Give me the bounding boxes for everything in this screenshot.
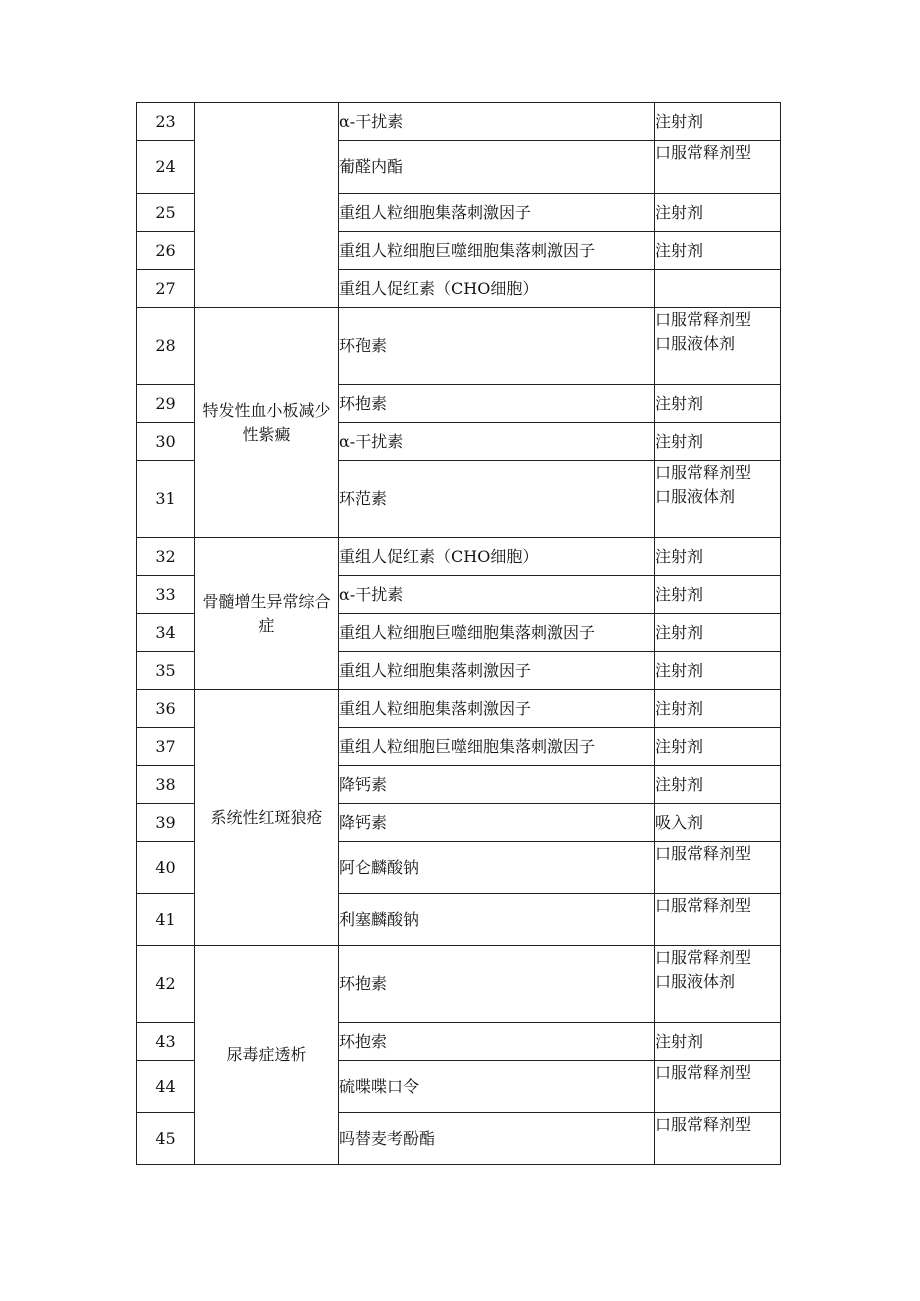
dosage-form-cell bbox=[655, 728, 781, 766]
drug-name: 重组人粒细胞集落刺激因子 bbox=[339, 690, 655, 728]
drug-name: 重组人粒细胞巨噬细胞集落刺激因子 bbox=[339, 728, 655, 766]
dosage-form-cell bbox=[655, 423, 781, 461]
dosage-form-cell bbox=[655, 538, 781, 576]
dosage-form-cell bbox=[655, 141, 781, 194]
disease-cell: 骨髓增生异常综合症 bbox=[195, 538, 339, 690]
row-number: 29 bbox=[137, 385, 195, 423]
row-number: 39 bbox=[137, 804, 195, 842]
dosage-form-cell bbox=[655, 652, 781, 690]
dosage-form: 口服常释剂型 bbox=[655, 1115, 752, 1134]
disease-cell: 系统性红斑狼疮 bbox=[195, 690, 339, 946]
table-row bbox=[137, 690, 781, 728]
row-number: 45 bbox=[137, 1113, 195, 1165]
drug-name: 重组人促红素（CHO细胞） bbox=[339, 538, 655, 576]
dosage-form: 吸入剂 bbox=[655, 812, 704, 832]
dosage-form-cell bbox=[655, 614, 781, 652]
dosage-form: 注射剂 bbox=[655, 393, 704, 413]
dosage-form-cell bbox=[655, 194, 781, 232]
drug-name: 吗替麦考酚酯 bbox=[339, 1113, 655, 1165]
dosage-form-cell bbox=[655, 270, 781, 308]
dosage-form: 口服常释剂型 bbox=[655, 1063, 752, 1082]
dosage-form: 注射剂 bbox=[655, 431, 704, 451]
drug-name: α-干扰素 bbox=[339, 103, 655, 141]
drug-name: 降钙素 bbox=[339, 766, 655, 804]
drug-name: 环孢素 bbox=[339, 308, 655, 385]
dosage-form: 注射剂 bbox=[655, 1031, 704, 1051]
drug-name: 环抱素 bbox=[339, 385, 655, 423]
dosage-form: 口服液体剂 bbox=[655, 487, 736, 506]
drug-name: 重组人粒细胞巨噬细胞集落刺激因子 bbox=[339, 232, 655, 270]
disease-cell: 尿毒症透析 bbox=[195, 946, 339, 1165]
dosage-form: 注射剂 bbox=[655, 546, 704, 566]
dosage-form-cell bbox=[655, 461, 781, 538]
drug-name: 重组人粒细胞巨噬细胞集落刺激因子 bbox=[339, 614, 655, 652]
dosage-form-cell bbox=[655, 103, 781, 141]
row-number: 43 bbox=[137, 1023, 195, 1061]
drug-name: 环抱素 bbox=[339, 946, 655, 1023]
drug-name: α-干扰素 bbox=[339, 423, 655, 461]
drug-name: 重组人粒细胞集落刺激因子 bbox=[339, 194, 655, 232]
drug-name: 葡醛内酯 bbox=[339, 141, 655, 194]
row-number: 24 bbox=[137, 141, 195, 194]
row-number: 40 bbox=[137, 842, 195, 894]
disease-cell bbox=[195, 103, 339, 308]
drug-table bbox=[136, 102, 781, 1165]
dosage-form-cell bbox=[655, 1113, 781, 1165]
dosage-form: 口服常释剂型 bbox=[655, 143, 752, 162]
drug-name: 重组人粒细胞集落刺激因子 bbox=[339, 652, 655, 690]
dosage-form-cell bbox=[655, 576, 781, 614]
dosage-form: 注射剂 bbox=[655, 584, 704, 604]
row-number: 30 bbox=[137, 423, 195, 461]
dosage-form: 口服液体剂 bbox=[655, 334, 736, 353]
row-number: 33 bbox=[137, 576, 195, 614]
drug-name: 环范素 bbox=[339, 461, 655, 538]
dosage-form-cell bbox=[655, 804, 781, 842]
dosage-form: 注射剂 bbox=[655, 240, 704, 260]
dosage-form: 注射剂 bbox=[655, 202, 704, 222]
row-number: 41 bbox=[137, 894, 195, 946]
row-number: 35 bbox=[137, 652, 195, 690]
drug-name: α-干扰素 bbox=[339, 576, 655, 614]
dosage-form: 口服常释剂型 bbox=[655, 896, 752, 915]
drug-name: 阿仑麟酸钠 bbox=[339, 842, 655, 894]
dosage-form-cell bbox=[655, 1023, 781, 1061]
dosage-form-cell bbox=[655, 842, 781, 894]
dosage-form-cell bbox=[655, 894, 781, 946]
dosage-form: 注射剂 bbox=[655, 698, 704, 718]
dosage-form-cell bbox=[655, 946, 781, 1023]
row-number: 36 bbox=[137, 690, 195, 728]
dosage-form: 口服常释剂型 bbox=[655, 310, 752, 329]
dosage-form: 口服常释剂型 bbox=[655, 948, 752, 967]
dosage-form: 注射剂 bbox=[655, 111, 704, 131]
dosage-form-cell bbox=[655, 766, 781, 804]
table-row bbox=[137, 538, 781, 576]
row-number: 27 bbox=[137, 270, 195, 308]
dosage-form-cell bbox=[655, 385, 781, 423]
drug-name: 硫喋喋口令 bbox=[339, 1061, 655, 1113]
dosage-form-cell bbox=[655, 1061, 781, 1113]
dosage-form: 注射剂 bbox=[655, 660, 704, 680]
dosage-form: 注射剂 bbox=[655, 736, 704, 756]
row-number: 32 bbox=[137, 538, 195, 576]
row-number: 37 bbox=[137, 728, 195, 766]
dosage-form: 注射剂 bbox=[655, 774, 704, 794]
drug-name: 环抱索 bbox=[339, 1023, 655, 1061]
dosage-form-cell bbox=[655, 690, 781, 728]
drug-name: 利塞麟酸钠 bbox=[339, 894, 655, 946]
row-number: 26 bbox=[137, 232, 195, 270]
row-number: 44 bbox=[137, 1061, 195, 1113]
dosage-form-cell bbox=[655, 232, 781, 270]
dosage-form: 注射剂 bbox=[655, 622, 704, 642]
row-number: 34 bbox=[137, 614, 195, 652]
table-row bbox=[137, 103, 781, 141]
disease-cell: 特发性血小板减少性紫癜 bbox=[195, 308, 339, 538]
row-number: 28 bbox=[137, 308, 195, 385]
row-number: 23 bbox=[137, 103, 195, 141]
table-body bbox=[137, 103, 781, 1165]
dosage-form: 口服常释剂型 bbox=[655, 463, 752, 482]
dosage-form-cell bbox=[655, 308, 781, 385]
row-number: 38 bbox=[137, 766, 195, 804]
table-row bbox=[137, 946, 781, 1023]
row-number: 42 bbox=[137, 946, 195, 1023]
row-number: 25 bbox=[137, 194, 195, 232]
dosage-form: 口服常释剂型 bbox=[655, 844, 752, 863]
drug-name: 重组人促红素（CHO细胞） bbox=[339, 270, 655, 308]
row-number: 31 bbox=[137, 461, 195, 538]
table-row bbox=[137, 308, 781, 385]
drug-name: 降钙素 bbox=[339, 804, 655, 842]
dosage-form: 口服液体剂 bbox=[655, 972, 736, 991]
